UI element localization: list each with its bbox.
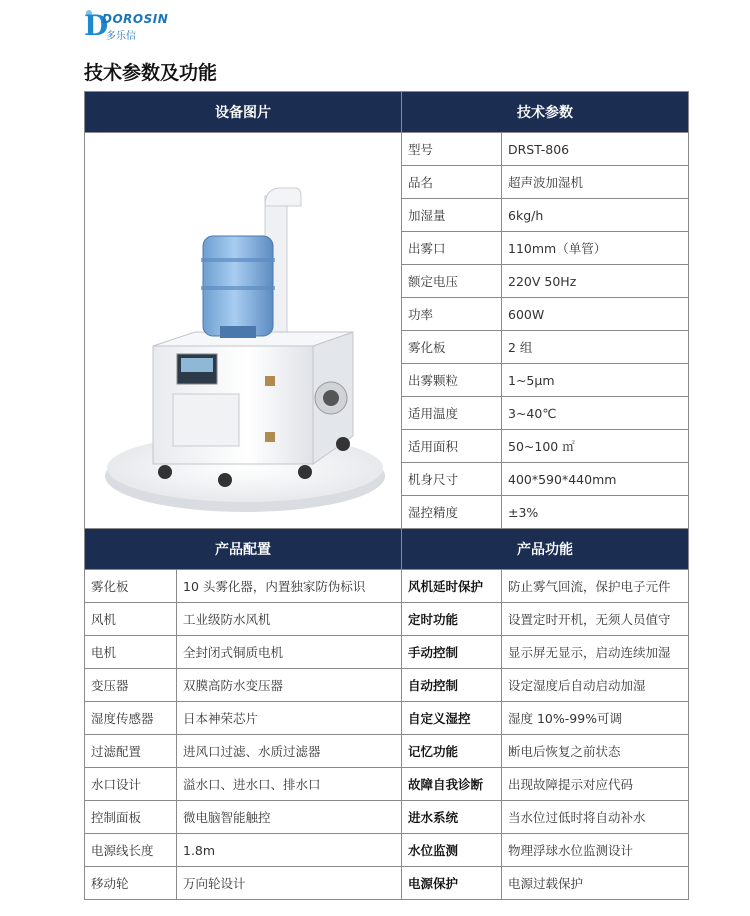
config-value: 日本神荣芯片 bbox=[177, 702, 402, 735]
function-value: 设定湿度后自动启动加湿 bbox=[502, 669, 689, 702]
function-label: 定时功能 bbox=[402, 603, 502, 636]
config-header: 产品配置 bbox=[85, 529, 402, 570]
config-row bbox=[85, 669, 689, 702]
tech-param-value: DRST-806 bbox=[502, 133, 689, 166]
brand-logo bbox=[84, 10, 194, 44]
device-image-header: 设备图片 bbox=[85, 92, 402, 133]
config-value: 10 头雾化器，内置独家防伪标识 bbox=[177, 570, 402, 603]
function-label: 进水系统 bbox=[402, 801, 502, 834]
config-label: 雾化板 bbox=[85, 570, 177, 603]
tech-param-label: 加湿量 bbox=[402, 199, 502, 232]
config-value: 进风口过滤、水质过滤器 bbox=[177, 735, 402, 768]
logo-chinese-name: 多乐信 bbox=[106, 31, 136, 42]
page-title: 技术参数及功能 bbox=[84, 62, 218, 84]
config-label: 控制面板 bbox=[85, 801, 177, 834]
config-row bbox=[85, 768, 689, 801]
function-value: 湿度 10%-99%可调 bbox=[502, 702, 689, 735]
tech-params-header: 技术参数 bbox=[402, 92, 689, 133]
function-label: 电源保护 bbox=[402, 867, 502, 900]
function-value: 防止雾气回流，保护电子元件 bbox=[502, 570, 689, 603]
tech-param-value: 220V 50Hz bbox=[502, 265, 689, 298]
section-header-row bbox=[85, 529, 689, 570]
function-label: 风机延时保护 bbox=[402, 570, 502, 603]
tech-param-label: 出雾口 bbox=[402, 232, 502, 265]
config-label: 电机 bbox=[85, 636, 177, 669]
tech-param-value: 2 组 bbox=[502, 331, 689, 364]
logo-d-mark: D bbox=[84, 9, 109, 42]
config-value: 双膜高防水变压器 bbox=[177, 669, 402, 702]
config-row bbox=[85, 735, 689, 768]
config-label: 水口设计 bbox=[85, 768, 177, 801]
function-value: 电源过载保护 bbox=[502, 867, 689, 900]
function-value: 设置定时开机，无须人员值守 bbox=[502, 603, 689, 636]
tech-param-label: 适用温度 bbox=[402, 397, 502, 430]
config-row bbox=[85, 867, 689, 900]
config-value: 万向轮设计 bbox=[177, 867, 402, 900]
config-label: 电源线长度 bbox=[85, 834, 177, 867]
section-header-row bbox=[85, 92, 689, 133]
tech-param-label: 品名 bbox=[402, 166, 502, 199]
function-label: 手动控制 bbox=[402, 636, 502, 669]
function-value: 出现故障提示对应代码 bbox=[502, 768, 689, 801]
config-label: 移动轮 bbox=[85, 867, 177, 900]
function-label: 自定义湿控 bbox=[402, 702, 502, 735]
config-row bbox=[85, 801, 689, 834]
config-label: 过滤配置 bbox=[85, 735, 177, 768]
config-value: 溢水口、进水口、排水口 bbox=[177, 768, 402, 801]
function-label: 水位监测 bbox=[402, 834, 502, 867]
config-row bbox=[85, 834, 689, 867]
config-label: 风机 bbox=[85, 603, 177, 636]
function-header: 产品功能 bbox=[402, 529, 689, 570]
tech-param-value: 1~5μm bbox=[502, 364, 689, 397]
config-label: 变压器 bbox=[85, 669, 177, 702]
tech-param-row bbox=[85, 133, 689, 166]
tech-param-label: 雾化板 bbox=[402, 331, 502, 364]
config-row bbox=[85, 702, 689, 735]
tech-param-label: 出雾颗粒 bbox=[402, 364, 502, 397]
tech-param-label: 额定电压 bbox=[402, 265, 502, 298]
function-label: 记忆功能 bbox=[402, 735, 502, 768]
function-label: 故障自我诊断 bbox=[402, 768, 502, 801]
function-value: 断电后恢复之前状态 bbox=[502, 735, 689, 768]
spec-sheet bbox=[84, 91, 688, 900]
device-photo-cell bbox=[85, 133, 402, 529]
tech-param-label: 功率 bbox=[402, 298, 502, 331]
tech-param-label: 适用面积 bbox=[402, 430, 502, 463]
tech-param-value: 400*590*440mm bbox=[502, 463, 689, 496]
function-value: 当水位过低时将自动补水 bbox=[502, 801, 689, 834]
tech-param-label: 机身尺寸 bbox=[402, 463, 502, 496]
device-photo bbox=[85, 136, 401, 526]
config-value: 微电脑智能触控 bbox=[177, 801, 402, 834]
humidifier-image bbox=[85, 136, 401, 526]
tech-param-label: 型号 bbox=[402, 133, 502, 166]
config-row bbox=[85, 636, 689, 669]
tech-param-value: ±3% bbox=[502, 496, 689, 529]
function-value: 物理浮球水位监测设计 bbox=[502, 834, 689, 867]
function-value: 显示屏无显示，启动连续加湿 bbox=[502, 636, 689, 669]
config-row bbox=[85, 570, 689, 603]
tech-param-value: 3~40℃ bbox=[502, 397, 689, 430]
tech-param-value: 110mm（单管） bbox=[502, 232, 689, 265]
config-row bbox=[85, 603, 689, 636]
config-value: 全封闭式铜质电机 bbox=[177, 636, 402, 669]
tech-param-value: 6kg/h bbox=[502, 199, 689, 232]
config-value: 1.8m bbox=[177, 834, 402, 867]
config-value: 工业级防水风机 bbox=[177, 603, 402, 636]
tech-param-value: 超声波加湿机 bbox=[502, 166, 689, 199]
function-label: 自动控制 bbox=[402, 669, 502, 702]
logo-wordmark: DOROSIN bbox=[102, 12, 169, 26]
config-label: 湿度传感器 bbox=[85, 702, 177, 735]
tech-param-value: 600W bbox=[502, 298, 689, 331]
tech-param-label: 湿控精度 bbox=[402, 496, 502, 529]
spec-table bbox=[84, 91, 689, 900]
tech-param-value: 50~100 ㎡ bbox=[502, 430, 689, 463]
